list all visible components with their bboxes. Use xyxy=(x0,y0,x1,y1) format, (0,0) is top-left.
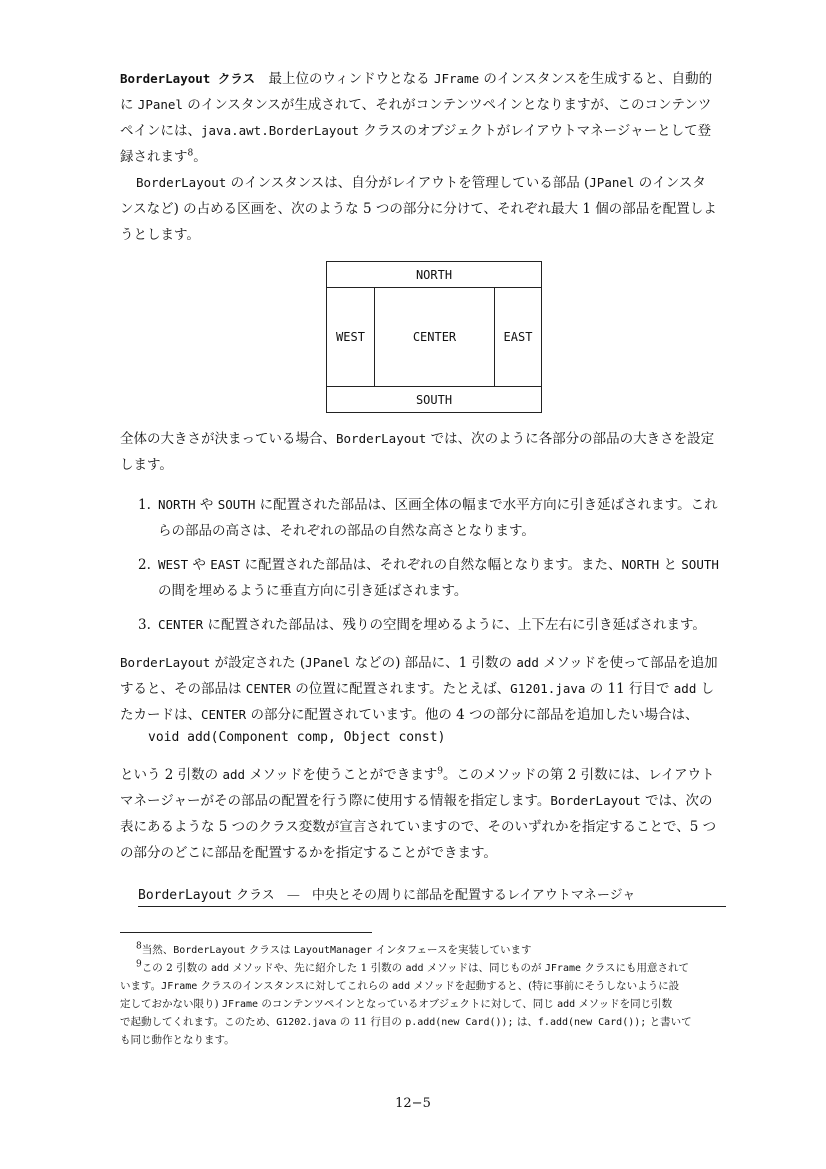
layout-paragraph xyxy=(120,170,752,248)
text: 録されます xyxy=(120,149,188,165)
code-term: java.awt.BorderLayout xyxy=(201,123,360,138)
text: に配置された部品は、それぞれの自然な幅となります。また、 xyxy=(240,557,622,573)
code-term: G1202.java xyxy=(276,1017,337,1028)
footnote-9 xyxy=(120,959,752,1049)
text: に配置された部品は、区画全体の幅まで水平方向に引き延ばされます。これ xyxy=(255,497,718,513)
text: マネージャーがその部品の配置を行う際に使用する情報を指定します。 xyxy=(120,793,551,809)
text: クラスのインスタンスに対してこれらの xyxy=(197,980,393,992)
text: うとします。 xyxy=(120,227,200,243)
text: のインスタンスを生成すると、自動的 xyxy=(479,71,713,87)
footnote-ref-8: 8 xyxy=(187,148,194,159)
code-term: CENTER xyxy=(245,681,291,696)
footnote-divider xyxy=(120,932,372,933)
text: や xyxy=(195,497,218,513)
class-name: BorderLayout xyxy=(138,888,232,903)
text: も同じ動作となります。 xyxy=(120,1034,235,1046)
text: 定しておかない限り) xyxy=(120,998,222,1010)
code-term: BorderLayout xyxy=(120,655,211,670)
region-north: NORTH xyxy=(327,262,541,288)
constraint-paragraph xyxy=(120,762,752,866)
text: ペインには、 xyxy=(120,123,201,139)
footnote-mark: 8 xyxy=(136,941,142,952)
text: に配置された部品は、残りの空間を埋めるように、上下左右に引き延ばされます。 xyxy=(203,617,706,633)
border-layout-diagram xyxy=(326,261,542,413)
text: クラスは xyxy=(245,944,294,956)
text: 全体の大きさが決まっている場合、 xyxy=(120,431,336,447)
text: 表にあるような 5 つのクラス変数が宣言されていますので、そのいずれかを指定することで、5 つ xyxy=(120,819,717,835)
text: の位置に配置されます。たとえば、 xyxy=(290,681,511,697)
code-term: EAST xyxy=(210,557,241,572)
text: のインスタンスは、自分がレイアウトを管理している部品 ( xyxy=(226,175,590,191)
text: たカードは、 xyxy=(120,707,201,723)
region-south: SOUTH xyxy=(327,386,541,412)
region-center: CENTER xyxy=(375,288,495,386)
text: の 11 行目で xyxy=(585,681,674,697)
code-term: BorderLayout xyxy=(336,431,427,446)
text: のインスタ xyxy=(634,175,706,191)
code-term: add xyxy=(557,999,576,1010)
footnote-mark: 9 xyxy=(136,959,142,970)
text: します。 xyxy=(120,457,173,473)
text: は、 xyxy=(513,1016,538,1028)
code-term: p.add(new Card()); xyxy=(405,1017,514,1028)
code-term: BorderLayout xyxy=(136,175,227,190)
list-number: 2. xyxy=(138,557,151,573)
text: らの部品の高さは、それぞれの部品の自然な高さとなります。 xyxy=(158,523,535,539)
code-term: NORTH xyxy=(621,557,660,572)
text: この 2 引数の xyxy=(141,962,211,974)
text: に xyxy=(120,97,138,113)
text: 当然、 xyxy=(141,944,174,956)
method-signature: void add(Component comp, Object const) xyxy=(148,730,446,745)
code-term: add xyxy=(405,963,424,974)
list-number: 1. xyxy=(138,497,151,513)
code-term: JFrame xyxy=(544,963,582,974)
code-term: SOUTH xyxy=(217,497,256,512)
code-term: add xyxy=(516,655,539,670)
list-item xyxy=(138,492,752,544)
page-number: 12−5 xyxy=(395,1096,431,1111)
text: 最上位のウィンドウとなる xyxy=(254,71,434,87)
text: 。 xyxy=(193,149,207,165)
code-term: add xyxy=(673,681,697,696)
code-term: CENTER xyxy=(201,707,247,722)
text: すると、その部品は xyxy=(120,681,246,697)
code-term: JFrame xyxy=(161,981,198,992)
code-term: add xyxy=(222,767,246,782)
section-heading: BorderLayout クラス xyxy=(120,71,255,86)
text: 。このメソッドの第 2 引数には、レイアウト xyxy=(443,767,715,783)
text: のコンテンツペインとなっているオブジェクトに対して、同じ xyxy=(258,998,558,1010)
list-number: 3. xyxy=(138,617,151,633)
footnote-ref-9: 9 xyxy=(437,766,443,777)
code-term: CENTER xyxy=(158,617,204,632)
text: メソッドを使うことができます xyxy=(245,767,438,783)
text: インタフェースを実装しています xyxy=(372,944,532,956)
text: ンスなど) の占める区画を、次のような 5 つの部分に分けて、それぞれ最大 1 個の部品を配置しよ xyxy=(120,201,717,217)
text: の部分に配置されています。他の 4 つの部分に部品を追加したい場合は、 xyxy=(246,707,699,723)
code-term: add xyxy=(392,981,411,992)
footnote-8 xyxy=(120,941,752,959)
text: クラスにも用意されて xyxy=(581,962,690,974)
text: います。 xyxy=(120,980,162,992)
text: の部分のどこに部品を配置するかを指定することができます。 xyxy=(120,845,497,861)
text: の間を埋めるように垂直方向に引き延ばされます。 xyxy=(158,583,468,599)
text: で起動してくれます。このため、 xyxy=(120,1016,277,1028)
text: メソッドや、先に紹介した 1 引数の xyxy=(229,962,406,974)
code-term: add xyxy=(210,963,229,974)
code-term: NORTH xyxy=(158,497,196,512)
text: メソッドを使って部品を追加 xyxy=(538,655,718,671)
text: し xyxy=(696,681,715,697)
text: のインスタンスが生成されて、それがコンテンツペインとなりますが、このコンテンツ xyxy=(182,97,712,113)
code-term: JPanel xyxy=(305,655,351,670)
code-term: JFrame xyxy=(433,71,480,86)
text: では、次のように各部分の部品の大きさを設定 xyxy=(426,431,715,447)
code-term: JPanel xyxy=(589,175,635,190)
code-term: LayoutManager xyxy=(293,945,373,956)
rules-list xyxy=(138,492,752,646)
code-term: BorderLayout xyxy=(550,793,641,808)
text: などの) 部品に、1 引数の xyxy=(350,655,517,671)
text: では、次の xyxy=(640,793,713,809)
footnotes xyxy=(120,941,752,1049)
region-west: WEST xyxy=(327,288,375,386)
code-term: f.add(new Card()); xyxy=(537,1017,647,1028)
text: メソッドを起動すると、(特に事前にそうしないように設 xyxy=(410,980,680,992)
text: の 11 行目の xyxy=(336,1016,406,1028)
size-paragraph xyxy=(120,426,752,478)
separator-dash: — xyxy=(286,888,300,903)
text: や xyxy=(188,557,211,573)
text: が設定された ( xyxy=(210,655,306,671)
class-kind: クラス xyxy=(236,888,275,903)
class-description: 中央とその周りに部品を配置するレイアウトマネージャ xyxy=(311,888,636,903)
code-term: WEST xyxy=(158,557,189,572)
list-item xyxy=(138,612,752,638)
text: クラスのオブジェクトがレイアウトマネージャーとして登 xyxy=(359,123,712,139)
text: メソッドは、同じものが xyxy=(423,962,545,974)
code-term: BorderLayout xyxy=(173,945,246,956)
text: メソッドを同じ引数 xyxy=(575,998,673,1010)
text: という 2 引数の xyxy=(120,767,223,783)
text: と書いて xyxy=(646,1016,692,1028)
list-item xyxy=(138,552,752,604)
code-term: JFrame xyxy=(221,999,259,1010)
add-method-paragraph xyxy=(120,650,752,728)
code-term: G1201.java xyxy=(510,681,586,696)
code-term: SOUTH xyxy=(681,557,719,572)
region-east: EAST xyxy=(503,330,533,344)
text: と xyxy=(659,557,682,573)
code-term: JPanel xyxy=(137,97,183,112)
intro-paragraph xyxy=(120,66,752,170)
class-reference-header xyxy=(138,884,726,907)
